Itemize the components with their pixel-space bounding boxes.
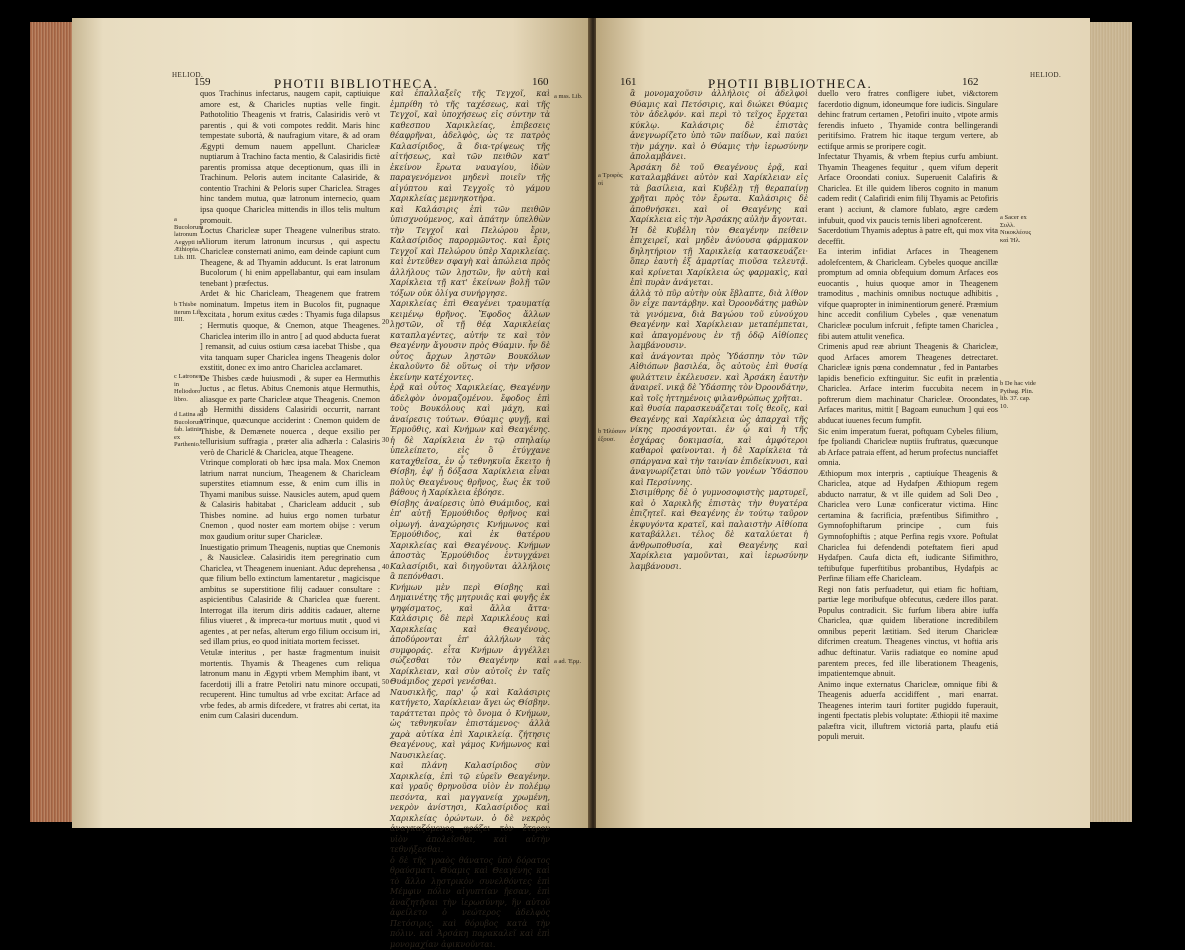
latin-paragraph: Regi non fatis perfuadetur, qui etiam fic hoftiam, partiæ lege moribufque obfecutus, cædere illos parat. Populus contradicit. Sic furfum libera abire iuffa Chariclea, quæ quidem liberatione incredibilem omnibus peperit lætitiam. Sed iterum Charicleæ difcrimen creatum. Theagenes vinctus, vt hoftia aris adhuc deftinatur. Variis radiatque eo nomine apud parentem preces, fed ille liberationem Theagenis, impatientemque abnuit. [818,585,998,680]
greek-paragraph: Ἡ δὲ Κυβέλη τὸν Θεαγένην πείθειν ἐπιχειρεῖ, καὶ μηδὲν ἀνύουσα φάρμακον δηλητήριον τῇ Χαρικλείᾳ κατασκευάζει· ὅπερ ἑαυτὴ ἐξ ἁμαρτίας πιοῦσα τελευτᾷ. καὶ κρίνεται Χαρίκλεια ὡς φαρμακὶς, καὶ ἐπὶ πυρὰν ἀνάγεται. [630,226,808,289]
page-number-161: 161 [620,76,637,88]
greek-column-left [390,89,550,814]
right-page [596,18,1090,828]
latin-paragraph: Vetulæ interitus , per hastæ fragmentum inuisit mortentis. Thyamis & Theagenes cum reliqua latronum manu in Ægypti vrbem Memphim ibant, vt facerdotij illi a fratre Petoliri natu minore occupati, recuperent. Hinc tumultus ad vrbe excitat: Arface ad vrbe fedes, ab armis difcedere, vt fratres abi certat, ita enim cum Calasiri ducendum. [200,648,380,722]
running-head-left: PHOTII BIBLIOTHECA. [274,76,438,92]
latin-paragraph: quos Trachinus infectarus, naugem capit, captiuique amore est, & Charicles nuptias velle fingit. Pathotolitio Theagenis vt fratris, Calasiridis verò vt parentis , qui & voti compotes reddit. Maris hinc tempestate subortà, & naufragium vitare, & ad oram Ægypti demum nauem appellunt. Charicleæ nuptiarum à Trachino facta mentio, & Calasiridis fictè parentis promissa atque deceptionum, quas illi in Trachinum. Peloris autem incitante Calasiride, & contentio Trachini & Peloris super Chariclea. Strages hinc tandem mutua, quæ latronum internecio, quam ipsa quoque Chariclea mittendis in illos telis multum promouit. [200,89,380,226]
latin-paragraph: Vtrinque complorati ob hæc ipsa mala. Mox Cnemon latrium narrat nuncium, Theagenem & Charicleam superstites etiamnum esse, & enim cum illis in Thyami manibus suisse. Nausicles autem, apud quem & Calasiris habitabat , Charicleam adducit , sub Thisbes nomine. ad huius ergo nomen turbatur Cnemon , quod noster eam mortem obijse : verum mox gaudium oritur super Charicleæ. [200,458,380,542]
greek-margin-note: a Τροφὸς οἱ [598,172,628,187]
latin-paragraph: Infectatur Thyamis, & vrbem ftepius curfu ambiunt. Thyamin Theagenes fequitur , quem vifum deperit Arface Oroondati coniux. Superuenit Calafiris & Chariclea. Et ille quidem liberos cognito in manum cadem redit ( Calafiridi enim filij Thyamis ac Petofiris erant ) acciunt, & clamore fublato, ægre cædem infubuit, quod vix paucis ternis liberi agnofcerent. [818,152,998,226]
margin-note-a: a Bucolorum latronum Aegypti in Æthiopia. Lib. IIII. [174,216,206,261]
greek-paragraph: ἐρᾷ καὶ οὗτος Χαρικλείας, Θεαγένην ἀδελφὸν ὀνομαζομένου. ἔφοδος ἐπὶ τοὺς Βουκόλους καὶ μάχη, καὶ ἀναίρεσις τούτων. Θύαμις φυγῇ, καὶ Ἐρμοῦθις, καὶ Κνήμων καὶ Θεαγένης. ἡ δὲ Χαρίκλεια ἐν τῷ σπηλαίῳ ὑπελείπετο, εἰς ὃ ἐτύγχανε καταχθεῖσα, ἐν ᾧ τεθνηκυῖα ἔκειτο ἡ Θίσβη, ἐφ' ᾗ δόξασα Χαρίκλεια εἶναι πολὺς Θεαγένους θρῆνος, ἕως ἐκ τοῦ βάθους ἡ Χαρίκλεια ἐβόησε. [390,383,550,499]
latin-paragraph: Ea interim infidiat Arfaces in Theagenem adolefcentem, & Charicleam. Cybeles quoque ancillæ promptum ad omnia obfequium domum Arfaces eos euocantis , huius quoque amor in Theagenem tramoditus , machinis omnibus noctuque adhibitis , vifque quapropter in iniminentiorum generé. Præmium hinc accedit confilium Cybeles , quæ venenatum Charicleæ poculum infcruit , fefipte tamen Chariclea , fibi autem attulit venefica. [818,247,998,342]
latin-paragraph: Animo inque externatus Charicleæ, omnique fibi & Theagenis aduerfa accidiffent , mari enarrat. Theagenes interim tauri fortiter pugiddo fuperauit, ingenti fpectatis plebis voluptate: Æthiopii itê maxime palæftra vicit, illuftrem victoriá parta, plaufu etiá populi meruit. [818,680,998,743]
side-label-heliod-left: HELIOD. [172,72,203,80]
right-page-edges [1090,22,1132,822]
latin-paragraph: Crimenis apud reæ abriunt Theagenis & Charicleæ, quod Arfaces amorem Theagenes detrectaret. Charicleæ ignis pœna condemnatur , fed in Pantarbes lapidis beneficio exftinguitur. Sic eufit in prælentia Chariclea. Arface interim fuccubita necem in poftrerum diem machinatur Charicleæ. Oroondates, Arfaces maritus, mittit [ Bagoam eunuchum ] qui eos abducat iuuenes fecum fumpfit. [818,342,998,426]
latin-paragraph: Ardet & hic Charicleam, Theagenem que fratrem nominatum. Impetus item in Bucolos fit, pugnaque excitata , horum exitus cædes : Thyamis fuga dilapsus ; Hermutis quoque, & Cnemon, atque Theagenes. Chariclea interim illo in antro [ ad quod abducta fuerat ] remansit, ad cuius ostium cæsa iacebat Thisbe , qua vita tanquam super Chariclea ingens Theagenis dolor exstitit, donec ex imo antro Chariclea acclamaret. [200,289,380,373]
latin-paragraph: Æthiopum mox interpris , captiuíque Theagenis & Chariclea, atque ad Hydafpen Æthiopum regem abducto narratur, & vt ille quidem ad Soli Deo , Chariclea vero Lunæ conficeratur victima. Hinc certamina & facrificia, præfentibus Sifimithro , Gymnofophiftarum principe , cum fuis Gymnofophiftis ; atque Perfina regis vxore. Poftulat Chariclea fui defendendi poteftatem fieri apud Hydafpen. Caufa dicta eft, iudicante Sifimithro, teftibufque fuperftitibus probantibus, Hydafpis ac Perfinæ filiam effe Charicleam. [818,469,998,585]
margin-note-d: d Latina ad Bucolorum fab. latinis ex Parthenio. [174,411,206,449]
latin-column-right [818,89,998,814]
greek-paragraph: ὁ δὲ τῆς γραὸς θάνατος ὑπὸ δόρατος θραύσματι. Θύαμις καὶ Θεαγένης καὶ τὸ ἄλλο λῃστρικὸν συνελθόντες ἐπὶ Μέμφιν πόλιν αἰγυπτίαν ᾔεσαν, ἐπὶ ἀναζητῆσαι τὴν ἱερωσύνην, ἣν αὐτοῦ ἀφείλετο ὁ νεώτερος ἀδελφὸς Πετόσιρις. καὶ θόρυβος κατὰ τὴν πόλιν. καὶ Ἀρσάκη παρακαλεῖ καὶ ἐπὶ μονομαχίαν ἀφικνοῦνται. [390,856,550,950]
greek-paragraph: ἀλλὰ τὸ πῦρ αὐτὴν οὐκ ἔβλαπτε, διὰ λίθον ὃν εἶχε παντάρβην. καὶ Ὀροονδάτης μαθὼν τὰ γινόμενα, διὰ Βαγώου τοῦ εὐνούχου Θεαγένην καὶ Χαρίκλειαν μεταπέμπεται, καὶ ἀπαγομένους ἐν τῇ ὁδῷ Αἰθίοπες λαμβάνουσιν. [630,289,808,352]
greek-paragraph: Χαρικλείας ἐπὶ Θεαγένει τραυματίᾳ κειμένῳ θρῆνος. Ἔφοδος ἄλλων λῃστῶν, οἳ τῇ θέᾳ Χαρικλείας καταπλαγέντες, αὐτήν τε καὶ τὸν Θεαγένην ἄγουσιν πρὸς Θύαμιν. ἦν δὲ οὗτος ἄρχων λῃστῶν Βουκόλων ἐκαλοῦντο δὲ οὕτως οἱ τὴν νῆσον ἐκείνην κατέχοντες. [390,299,550,383]
latin-paragraph: Inuestigatio primum Theagenis, nuptias que Cnemonis , & Nausicleæ. Calasiridis item peregrinatio cum Chariclea, vt Theagenem inueniant. Aduc deprehensa , quæ filium bello extinctum lamentaretur , magicisque ambitus se superstitione filij cadauer consultare : aspicientibus Calasiride & Chariclea quæ fuerent. Interrogat illa iterum diris additis cadauer, alterne filius viueret , & impreca-tur mortuus mutit , quod vi agentes , at per nefas, alterum ergo filium occisum iri, sed illam prius, eo quod initiata mortem fecisset. [200,543,380,648]
margin-note-b: b Thisbe iterum Lib. IIII. [174,301,206,324]
page-number-159: 159 [194,76,211,88]
greek-paragraph: Σισιμίθρης δὲ ὁ γυμνοσοφιστὴς μαρτυρεῖ, καὶ ὁ Χαρικλῆς ἐπιστὰς τὴν θυγατέρα ἐπιζητεῖ. καὶ Θεαγένης ἐν τούτῳ ταῦρον ἐκφυγόντα κρατεῖ, καὶ παλαιστὴν Αἰθίοπα καταβάλλει. τέλος δὲ καταλύεται ἡ ἀνθρωποθυσία, καὶ Θεαγένης καὶ Χαρίκλεια γαμοῦνται, καὶ ἱερωσύνην λαμβάνουσι. [630,488,808,572]
left-page-edges [30,22,74,822]
greek-paragraph: Θίσβης ἀναίρεσις ὑπὸ Θυάμιδος, καὶ ἐπ' αὐτῇ Ἐρμούθιδος θρῆνος καὶ οἰμωγή. ἀναχώρησις Κνήμωνος καὶ Ἐρμούθιδος, καὶ ἐκ θατέρου Χαρικλείας καὶ Θεαγένους. Κνήμων ἀποστὰς Ἐρμούθιδος ἐντυγχάνει Καλασίριδι, καὶ διηγοῦνται ἀλλήλοις ἃ πεπόνθασι. [390,499,550,583]
greek-paragraph: Ἀρσάκη δὲ τοῦ Θεαγένους ἐρᾷ, καὶ καταλαμβάνει αὐτὸν καὶ Χαρίκλειαν εἰς τὰ βασίλεια, καὶ Κυβέλῃ τῇ θεραπαίνῃ χρῆται πρὸς τὸν ἔρωτα. Καλάσιρις δὲ ἀποθνήσκει. καὶ οἱ Θεαγένης καὶ Χαρίκλεια εἰς τὴν Ἀρσάκης αὐλὴν ἄγονται. [630,163,808,226]
line-number: 20 [382,318,389,326]
line-number: 50 [382,678,389,686]
margin-note-b-right: b De hac vide Pythag. Plin. lib. 37. cap. 10. [1000,380,1040,410]
line-number: 30 [382,436,389,444]
greek-paragraph: καὶ Καλάσιρις ἐπὶ τῶν πειθῶν ὑπισχνούμενος, καὶ ἀπάτην ὑπελθὼν τὴν Τεγχοῖ καὶ Πελώρου ἔριν, Καλασίριδος παρορμῶντος. καὶ ἔρις Τεγχοῖ καὶ Πελώρου ὑπὲρ Χαρικλείας. καὶ ἐντεῦθεν σφαγὴ καὶ ἀπώλεια πρὸς ἀλλήλους τῶν λῃστῶν, ἣν αὐτὴ καὶ Χαρίκλεια τῇ κατ' ἐκείνων βολῇ τῶν τόξων οὐκ ὀλίγα συνήργησε. [390,205,550,300]
latin-paragraph: Loctus Charicleæ super Theagene vulneribus strato. Aliorum iterum latronum incursus , qui aspectu Charicleæ consternati animo, eam deinde capiunt cum Theagene, & ad Thyamin adducunt. Is erat latronum Bucolorum ( hi enim appellabantur, qui eam insulam tenebant ) præfectus. [200,226,380,289]
margin-note-a-right: a Sacer ex Συλλ. Νικοκλέους καὶ Ἡλ. [1000,214,1040,244]
line-number: 40 [382,563,389,571]
side-label-heliod-right: HELIOD. [1030,72,1061,80]
greek-paragraph: Ναυσικλῆς, παρ' ᾧ καὶ Καλάσιρις κατήγετο, Χαρίκλειαν ἄγει ὡς Θίσβην. ταράττεται πρὸς τὸ ὄνομα ὁ Κνήμων, ὡς τεθνηκυῖαν ἐπιστάμενος· ἀλλὰ χαρὰ αὐτίκα ἐπὶ Χαρικλείᾳ. ζήτησις Θεαγένους, καὶ γάμος Κνήμωνος καὶ Ναυσικλείας. [390,688,550,762]
page-number-160: 160 [532,76,549,88]
latin-paragraph: De Thisbes cæde huiusmodi , & super ea Hermuthis luctus , ac fletus. Abitus Cnemonis atque Hermuthis, aliasque ex parte Charicleæ atque Theagenis. Cnemon ab Hermithi dissidens Calasiridi occurrit, narrant vtrinque, quæcunque acciderint : Cnemon quidem de Thisbe, & Demænete nouerca , deque exsilio per tellurisium suffragia , præter alia adhærla : Calasiris verò de Chariclé & Chariclea, atque Theagene. [200,374,380,458]
latin-paragraph: duello vero fratres confligere iubet, vi&ctorem facerdotio dignum, idoneumque fore iudicis. Singulare dehinc fratrum certamen , Petofiri inuito , vtpote armis ferendis infueto , Thyamide contra bellingerandi peritifsimo. Fratrem hic itaque tergum vertere, ab ectifque armis se proripere cogit. [818,89,998,152]
margin-note-c: c Latrones in Heliodoro libro. [174,373,206,403]
latin-column-left [200,89,380,814]
greek-paragraph: καὶ θυσία παρασκευάζεται τοῖς θεοῖς, καὶ Θεαγένης καὶ Χαρίκλεια ὡς ἀπαρχαὶ τῆς νίκης προσάγονται. ἐν ᾧ καὶ ἡ τῆς ἐσχάρας δοκιμασία, καὶ ἀμφότεροι καθαροὶ φαίνονται. ἡ δὲ Χαρίκλεια τὰ σπάργανα καὶ τὴν ταινίαν ἐπιδείκνυσι, καὶ ἀναγνωρίζεται ὑπὸ τῶν γονέων Ὑδάσπου καὶ Περσίννης. [630,404,808,488]
greek-margin-note: a ad. Ἐρμ. [554,658,588,666]
greek-paragraph: καὶ πλάνη Καλασίριδος σὺν Χαρικλείᾳ, ἐπὶ τῷ εὑρεῖν Θεαγένην. καὶ γραῦς θρηνοῦσα υἱὸν ἐν πολέμῳ πεσόντα, καὶ μαγγανείᾳ χρωμένη, νεκρὸν ἀνίστησι, Καλασίριδος καὶ Χαρικλείας ὁρώντων. ὁ δὲ νεκρὸς ἀναγκαζόμενος φράζει τὸν ἕτερον υἱὸν ἀπολεῖσθαι, καὶ αὐτὴν τεθνήξεσθαι. [390,761,550,856]
latin-paragraph: Sic enim imperatum fuerat, poftquam Cybeles filium, fpe fpoliandi Charicleæ nuptiis fruftratus, quæcunque ab Arface patraia effent, ad herum profectus nunciaffet omnia. [818,427,998,469]
greek-paragraph: Κνήμων μὲν περὶ Θίσβης καὶ Δημαινέτης τῆς μητρυιᾶς καὶ φυγῆς ἐκ ψηφίσματος, καὶ ἄλλα ἄττα· Καλάσιρις δὲ περὶ Χαρικλέους καὶ Χαρικλείας καὶ Θεαγένους. ἀποδύρονται ἐπ' ἀλλήλων τὰς συμφοράς. εἶτα Κνήμων ἀγγέλλει σώζεσθαι τὸν Θεαγένην καὶ Χαρίκλειαν, καὶ σὺν αὐτοῖς ἐν ταῖς Θυάμιδος χερσὶ γενέσθαι. [390,583,550,688]
running-head-right: PHOTII BIBLIOTHECA. [708,76,872,92]
left-page [72,18,590,828]
greek-paragraph: ἃ μονομαχοῦσιν ἀλλήλοις οἱ ἀδελφοὶ Θύαμις καὶ Πετόσιρις, καὶ διώκει Θύαμις τὸν ἀδελφόν. καὶ περὶ τὸ τεῖχος ἔρχεται κύκλῳ. Καλάσιρις δὲ ἐπιστὰς ἀνεγνωρίζετο ὑπὸ τῶν παίδων, καὶ παύει τὴν μάχην. καὶ ὁ Θύαμις τὴν ἱερωσύνην ἀπολαμβάνει. [630,89,808,163]
greek-paragraph: καὶ ἀνάγονται πρὸς Ὑδάσπην τὸν τῶν Αἰθιόπων βασιλέα, ὃς αὐτοὺς ἐπὶ θυσίᾳ φυλάττειν ἐκέλευσεν. καὶ Ἀρσάκη ἑαυτὴν ἀναιρεῖ. νικᾷ δὲ Ὑδάσπης τὸν Ὀροονδάτην, καὶ τοῖς ἡττημένοις φιλανθρώπως χρῆται. [630,352,808,405]
latin-paragraph: Sacerdotium Thyamis adeptus à patre eft, qui mox vita deceffit. [818,226,998,247]
greek-margin-note: a mss. Lib. [554,93,588,101]
greek-paragraph: καὶ ἐπαλλαξεῖς τῆς Τεγχοῖ, καὶ ἐμπρίθη τὸ τῆς ταχέσεως, καὶ τῆς Τεγχοῖ, καὶ ὑποχήσεως εἰς σύντην τὰ καθεσπου Χαρικλείας, ἐπιβεσεις θέαφρῆναι, ἀδελφὸς, ὡς τε πατρὸς Καλασίριδος, ἃ δια-τρίψεως τῆς αἰτήσεως, καὶ τῶν πειθῶν κατ' ἐκείνον ἔρωτα ναυαγίου, ἰδὼν παραγενόμενοι μηδενὶ ποιεῖν τῆς αἰγύπτου καὶ Τεγχοῖς τὸ γάμου Χαρικλείας μεμνηκοτήρα. [390,89,550,205]
page-number-162: 162 [962,76,979,88]
greek-margin-note: b Ἠλύσιον ἐξουσ. [598,428,628,443]
greek-column-right [630,89,808,814]
